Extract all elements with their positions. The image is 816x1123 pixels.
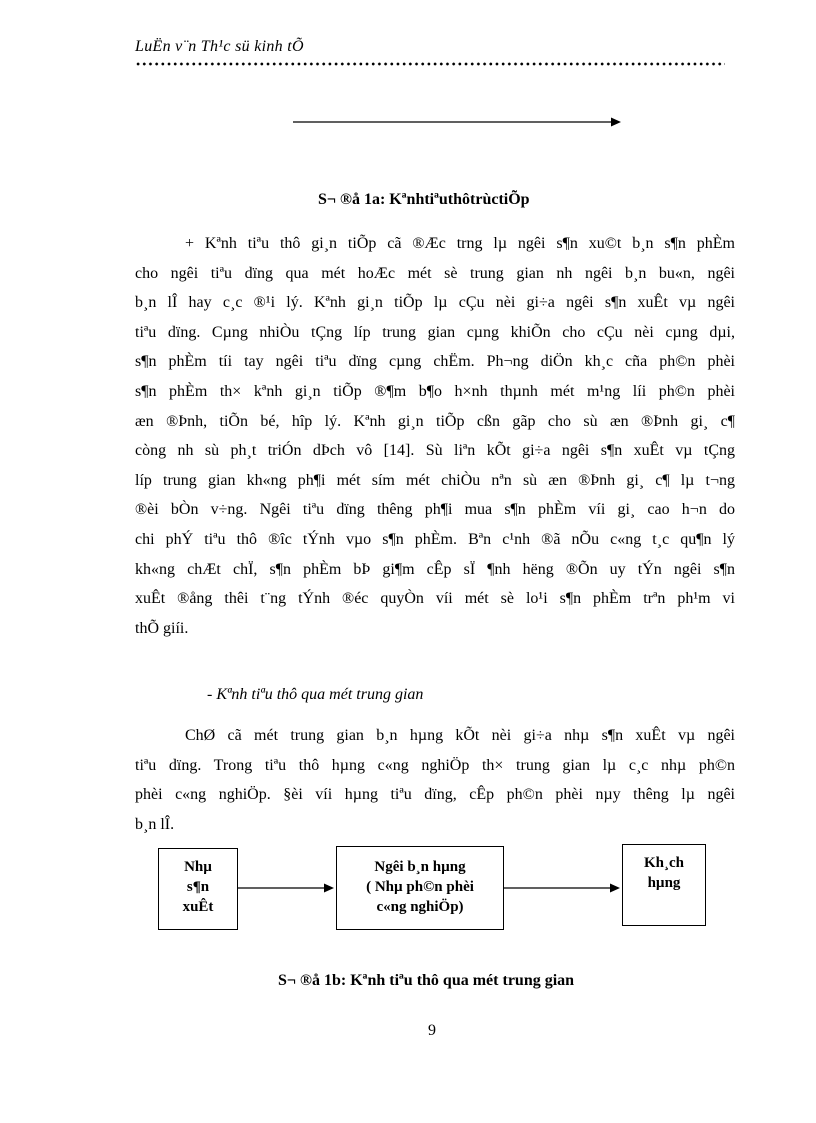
text-line: phèi c«ng nghiÖp. §èi víi hµng tiªu dïng, cÊp ph©n phèi nµy thêng lµ ngêi <box>135 786 735 804</box>
subheading-one-intermediary: - Kªnh tiªu thô qua mét trung gian <box>207 686 424 703</box>
flow-arrow <box>293 116 623 128</box>
text-line: tiªu dïng. Trong tiªu thô hµng c«ng nghiÖp th× trung gian lµ c¸c nhµ ph©n <box>135 756 735 774</box>
header-dotted-rule <box>135 62 725 66</box>
box-seller-line: Ngêi b¸n hµng <box>374 859 466 875</box>
text-line: ChØ cã mét trung gian b¸n hµng kÕt nèi gi÷a nhµ s¶n xuÊt vµ ngêi <box>185 727 735 744</box>
arrow-producer-to-seller <box>238 882 336 894</box>
text-line: líp trung gian kh«ng ph¶i mét sím mét chiÒu nªn sù æn ®Þnh gi¸ c¶ lµ t¬ng <box>135 471 735 489</box>
box-producer-line: xuÊt <box>182 899 214 915</box>
figure-1b-caption: S¬ ®å 1b: Kªnh tiªu thô qua mét trung gian <box>278 972 575 989</box>
figure-1a-caption: S¬ ®å 1a: KªnhtiªuthôtrùctiÕp <box>318 191 530 208</box>
text-line: s¶n phÈm th× kªnh gi¸n tiÕp ®¶m b¶o h×nh thµnh mét m¹ng líi ph©n phèi <box>135 382 735 400</box>
text-line: còng nh sù ph¸t triÓn dÞch vô [14]. Sù liªn kÕt gi÷a ngêi s¶n xuÊt vµ tÇng <box>135 442 735 460</box>
text-line: xuÊt ®ång thêi t¨ng tÝnh ®éc quyÒn víi mét sè lo¹i s¶n phÈm trªn ph¹m vi <box>135 590 735 608</box>
paragraph-indirect-channel <box>135 229 735 643</box>
text-line: b¸n lÎ. <box>135 815 175 833</box>
text-line: s¶n phÈm tíi tay ngêi tiªu dïng cµng chËm. Ph¬ng diÖn kh¸c cña ph©n phèi <box>135 353 735 371</box>
page-number: 9 <box>428 1022 436 1039</box>
arrow-seller-to-customer <box>504 882 622 894</box>
paragraph-one-intermediary <box>135 721 735 839</box>
box-seller <box>336 846 504 930</box>
text-line: chi phÝ tiªu thô ®îc tÝnh vµo s¶n phÈm. Bªn c¹nh ®ã nÕu c«ng t¸c qu¶n lý <box>135 530 735 548</box>
box-seller-line: ( Nhµ ph©n phèi <box>366 879 474 895</box>
box-seller-line: c«ng nghiÖp) <box>376 899 464 915</box>
box-producer-line: Nhµ <box>184 859 212 875</box>
box-customer-line: hµng <box>647 875 681 891</box>
text-line: tiªu dïng. Cµng nhiÒu tÇng líp trung gian cµng khiÕn cho cÇu nèi cµng dµi, <box>135 323 735 341</box>
box-customer <box>622 844 706 926</box>
text-line: cho ngêi tiªu dïng qua mét hoÆc mét sè trung gian nh ngêi b¸n bu«n, ngêi <box>135 264 735 282</box>
text-line: thÕ giíi. <box>135 619 189 637</box>
box-producer <box>158 848 238 930</box>
text-line: ®èi bÒn v÷ng. Ngêi tiªu dïng thêng ph¶i mua s¶n phÈm víi gi¸ cao h¬n do <box>135 501 735 519</box>
text-line: + Kªnh tiªu thô gi¸n tiÕp cã ®Æc trng lµ ngêi s¶n xu©t b¸n s¶n phÈm <box>185 235 735 252</box>
running-header: LuËn v¨n Th¹c sü kinh tÕ <box>135 38 304 55</box>
text-line: æn ®Þnh, tiÕn bé, hîp lý. Kªnh gi¸n tiÕp cßn gãp cho sù æn ®Þnh gi¸ c¶ <box>135 412 735 430</box>
text-line: kh«ng chÆt chÏ, s¶n phÈm bÞ gi¶m cÊp sÏ ¶nh hëng ®Õn uy tÝn ngêi s¶n <box>135 560 735 578</box>
box-producer-line: s¶n <box>186 879 210 895</box>
text-line: b¸n lÎ hay c¸c ®¹i lý. Kªnh gi¸n tiÕp lµ cÇu nèi gi÷a ngêi s¶n xuÊt vµ ngêi <box>135 294 735 312</box>
box-customer-line: Kh¸ch <box>643 855 684 871</box>
